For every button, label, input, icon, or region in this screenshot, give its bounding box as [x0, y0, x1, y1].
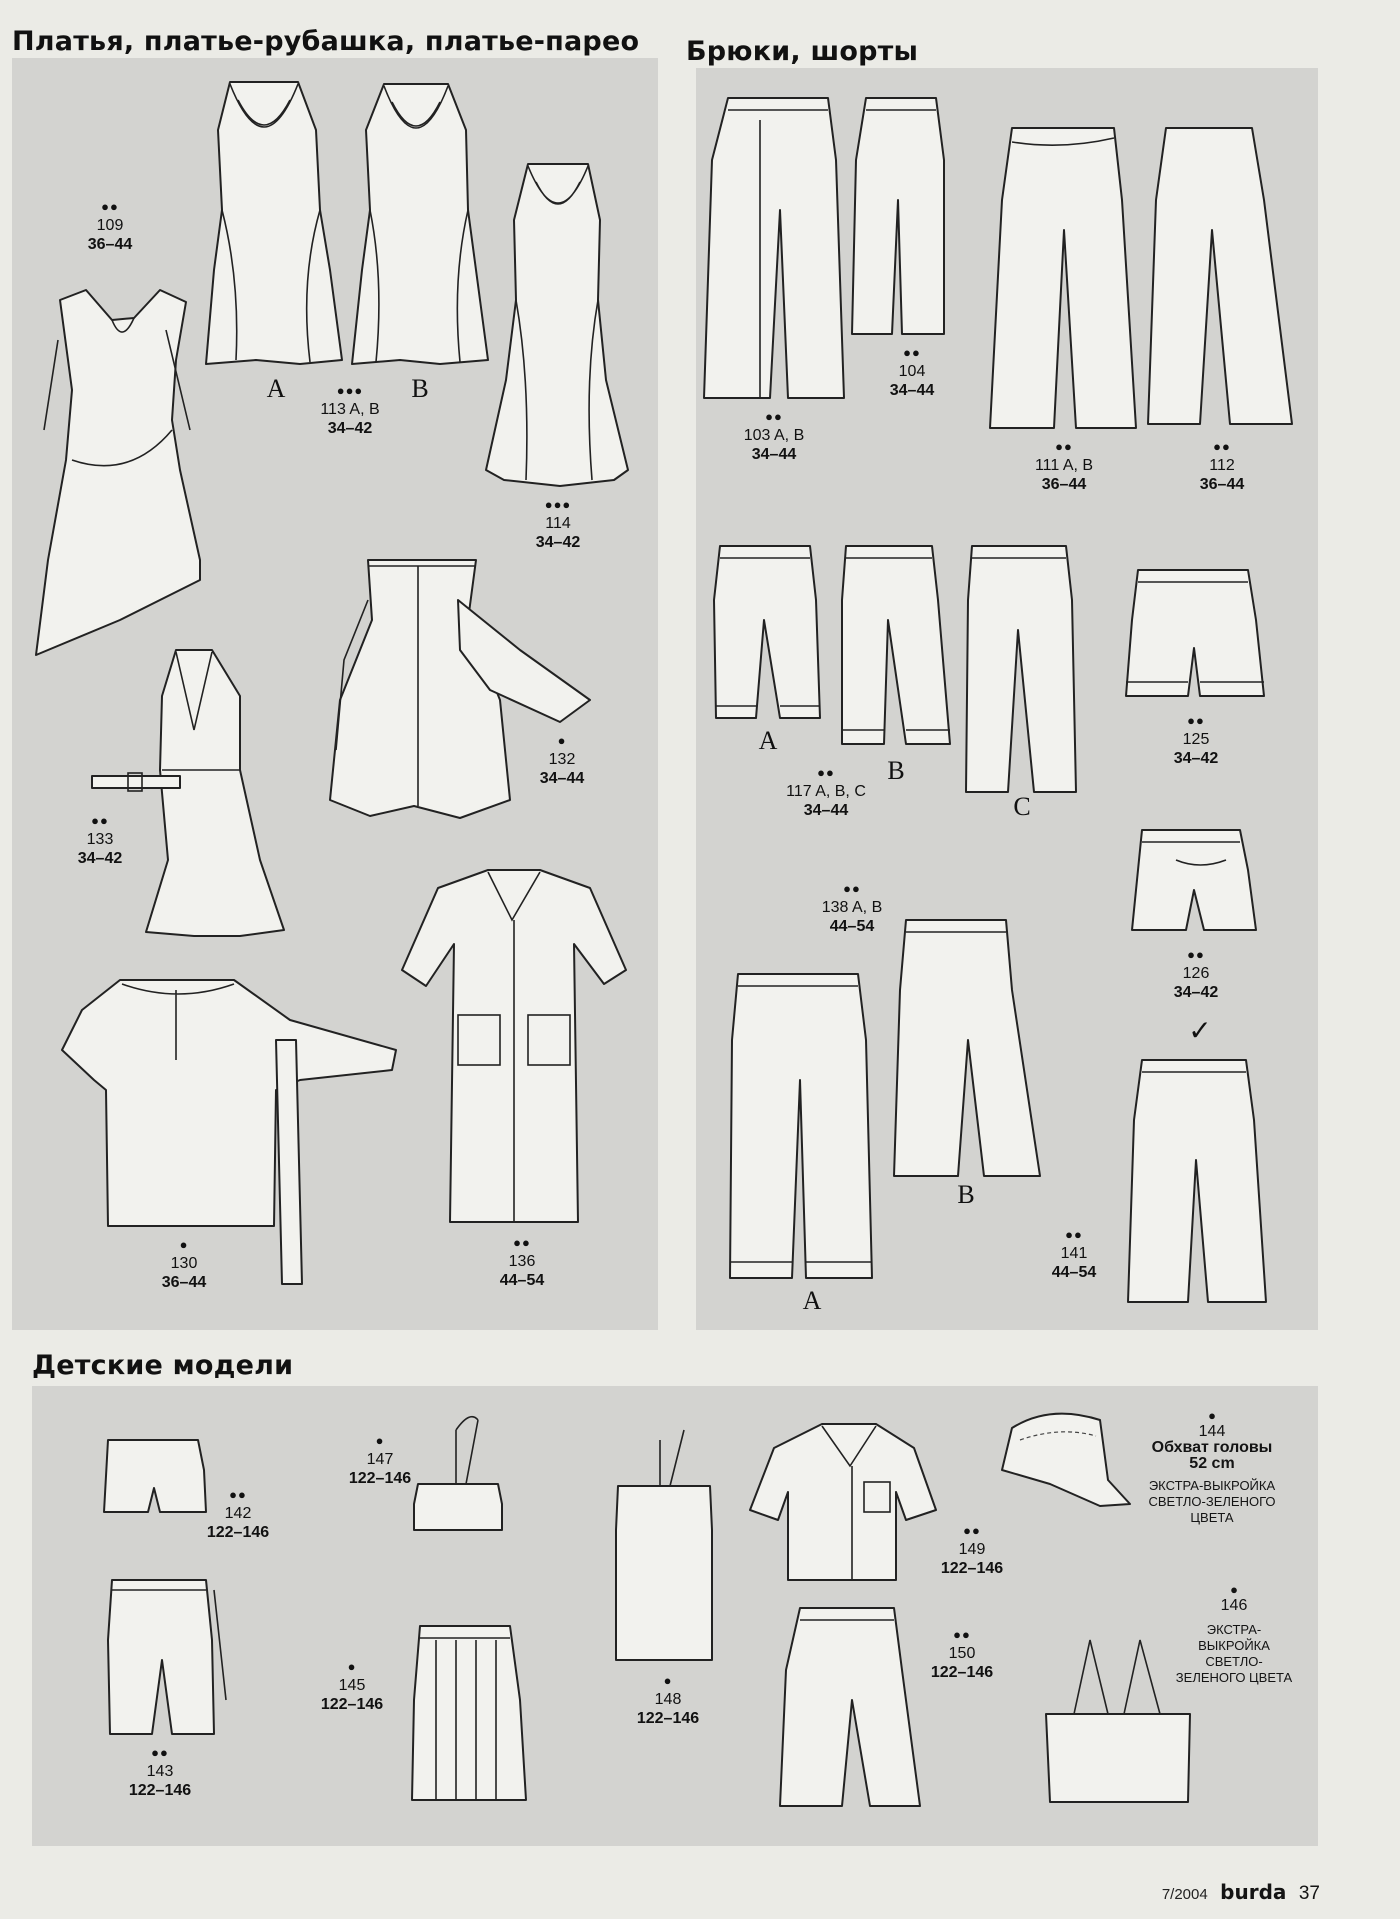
page-footer [1162, 1880, 1320, 1905]
burda-logo: burda [1220, 1880, 1287, 1904]
model-130-label: ● 130 36–44 [161, 1237, 207, 1291]
capri-117a-drawing [714, 546, 820, 718]
model-144-label: ● 144 Обхват головы 52 cm ЭКСТРА-ВЫКРОЙКА СВЕТЛО-ЗЕЛЕНОГО ЦВЕТА [1148, 1408, 1276, 1525]
dress-109-drawing [36, 290, 200, 655]
trousers-117c-drawing [966, 546, 1076, 792]
kids-shorts-142-drawing [104, 1440, 206, 1512]
model-111-label: ●● 111 A, B 36–44 [1034, 439, 1094, 493]
issue-number: 7/2004 [1161, 1886, 1208, 1903]
model-103-label: ●● 103 A, B 34–44 [743, 409, 805, 463]
model-146-label: ● 146 ЭКСТРА- ВЫКРОЙКА СВЕТЛО- ЗЕЛЕНОГО ЦВЕТА [1175, 1582, 1293, 1685]
model-113-letter-a: A [266, 374, 286, 403]
shorts-126-drawing [1132, 830, 1256, 930]
model-141-check-mark: ✓ [1188, 1014, 1212, 1047]
model-150-label: ●● 150 122–146 [930, 1627, 994, 1681]
model-138-label: ●● 138 A, B 44–54 [821, 881, 883, 935]
shirtdress-136-drawing [402, 870, 626, 1222]
kids-bag-146-drawing [1046, 1640, 1190, 1802]
trousers-141-drawing [1128, 1060, 1266, 1302]
trousers-111-drawing [990, 128, 1136, 428]
section-heading-dresses: Платья, платье-рубашка, платье-парео [12, 26, 640, 57]
model-136-label: ●● 136 44–54 [499, 1235, 545, 1289]
trousers-104-drawing [852, 98, 944, 334]
trousers-138b-drawing [894, 920, 1040, 1176]
model-145-label: ● 145 122–146 [320, 1659, 384, 1713]
model-148-label: ● 148 122–146 [636, 1673, 700, 1727]
dress-133-drawing [92, 650, 284, 936]
model-143-label: ●● 143 122–146 [128, 1745, 192, 1799]
model-147-label: ● 147 122–146 [348, 1433, 412, 1487]
trousers-112-drawing [1148, 128, 1292, 424]
kids-top-148-drawing [616, 1430, 712, 1660]
model-112-label: ●● 112 36–44 [1199, 439, 1245, 493]
model-132-label: ● 132 34–44 [539, 733, 585, 787]
dress-113b-drawing [352, 84, 488, 364]
kids-skirt-145-drawing [412, 1626, 526, 1800]
model-117-label: ●● 117 A, B, C 34–44 [786, 765, 866, 819]
page-number: 37 [1298, 1883, 1320, 1904]
model-142-label: ●● 142 122–146 [206, 1487, 270, 1541]
trousers-138a-drawing [730, 974, 872, 1278]
model-117-letter-a: A [758, 726, 778, 755]
capri-117b-drawing [842, 546, 950, 744]
kids-trousers-150-drawing [780, 1608, 920, 1806]
model-133-label: ●● 133 34–42 [77, 813, 123, 867]
trousers-103-drawing [704, 98, 844, 398]
shorts-125-drawing [1126, 570, 1264, 696]
model-117-letter-c: C [1013, 792, 1031, 821]
kids-capri-143-drawing [108, 1580, 226, 1734]
section-heading-trousers: Брюки, шорты [686, 36, 919, 67]
model-138-letter-b: B [957, 1180, 975, 1209]
model-125-label: ●● 125 34–42 [1173, 713, 1219, 767]
model-113-label: ●●● 113 A, B 34–42 [320, 383, 380, 437]
model-114-label: ●●● 114 34–42 [535, 497, 581, 551]
model-109-label: ●● 109 36–44 [87, 199, 133, 253]
tunic-130-drawing [62, 980, 396, 1284]
dress-113a-drawing [206, 82, 342, 364]
model-126-label: ●● 126 34–42 [1173, 947, 1219, 1001]
model-117-letter-b: B [887, 756, 905, 785]
model-104-label: ●● 104 34–44 [889, 345, 935, 399]
model-149-label: ●● 149 122–146 [940, 1523, 1004, 1577]
model-141-label: ●● 141 44–54 [1051, 1227, 1097, 1281]
kids-top-147-drawing [414, 1417, 502, 1530]
section-heading-kids: Детские модели [32, 1350, 294, 1381]
model-138-letter-a: A [802, 1286, 822, 1315]
kids-shirt-149-drawing [750, 1424, 936, 1580]
model-113-letter-b: B [411, 374, 429, 403]
dress-114-drawing [486, 164, 628, 486]
kids-hat-144-drawing [1002, 1414, 1130, 1506]
